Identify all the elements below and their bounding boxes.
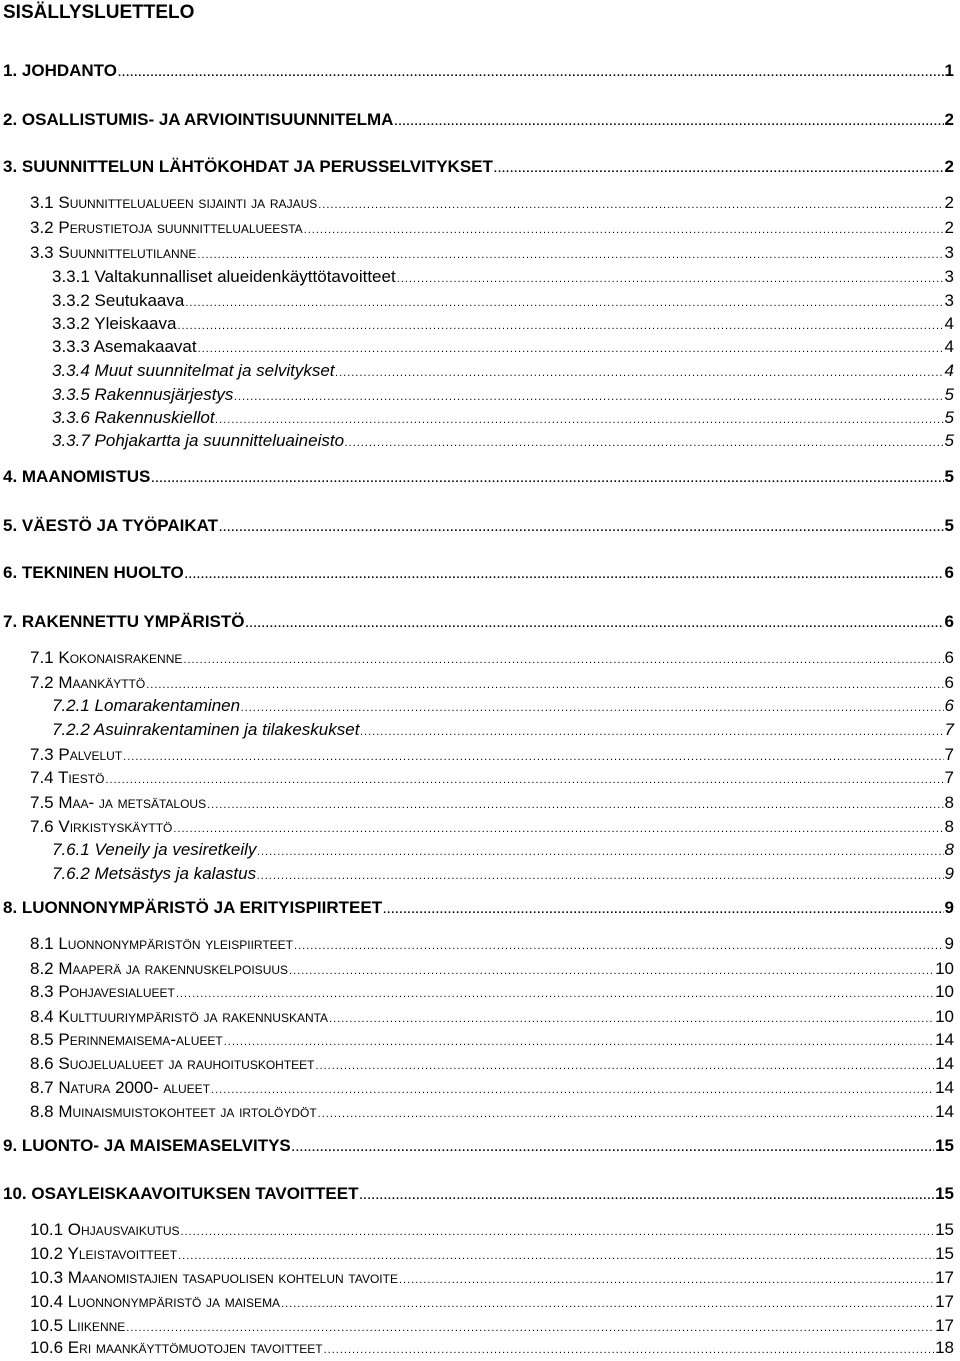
dot-leader — [316, 1061, 935, 1072]
toc-entry-title: 7.6 Virkistyskäyttö — [30, 817, 173, 836]
toc-entry-page-number: 17 — [935, 1316, 954, 1335]
toc-entry-title: 7.6.1 Veneily ja vesiretkeily — [52, 840, 257, 859]
dot-leader — [219, 523, 943, 534]
dot-leader — [185, 298, 943, 309]
toc-entry-page-number: 14 — [935, 1078, 954, 1097]
toc-entry[interactable] — [30, 1077, 954, 1099]
toc-entry-title: 10.5 Liikenne — [30, 1316, 126, 1335]
toc-entry[interactable] — [30, 816, 954, 838]
dot-leader — [197, 250, 943, 261]
toc-entry[interactable] — [52, 384, 954, 406]
toc-entry-page-number: 14 — [935, 1102, 954, 1121]
toc-entry-title: 7. RAKENNETTU YMPÄRISTÖ — [3, 612, 245, 631]
toc-entry[interactable] — [30, 792, 954, 814]
toc-entry[interactable] — [30, 1291, 954, 1313]
dot-leader — [360, 727, 943, 738]
toc-entry-page-number: 9 — [944, 864, 954, 883]
toc-entry[interactable] — [30, 1337, 954, 1359]
toc-entry[interactable] — [52, 407, 954, 429]
toc-entry[interactable] — [30, 1053, 954, 1075]
dot-leader — [383, 905, 943, 916]
toc-entry-page-number: 1 — [944, 61, 954, 80]
dot-leader — [246, 619, 944, 630]
dot-leader — [183, 655, 943, 666]
dot-leader — [216, 415, 944, 426]
dot-leader — [241, 703, 943, 714]
toc-entry-page-number: 4 — [944, 337, 954, 356]
dot-leader — [345, 438, 944, 449]
toc-entry-title: 8.4 Kulttuuriympäristö ja rakennuskanta — [30, 1007, 329, 1026]
toc-entry-title: 7.6.2 Metsästys ja kalastus — [52, 864, 257, 883]
toc-entry-title: 7.2.2 Asuinrakentaminen ja tilakeskukset — [52, 720, 360, 739]
dot-leader — [289, 966, 934, 977]
toc-entry[interactable] — [30, 767, 954, 789]
toc-entry-title: 3.3.2 Yleiskaava — [52, 314, 177, 333]
toc-entry-title: 8.3 Pohjavesialueet — [30, 982, 175, 1001]
toc-entry-title: 3.3.4 Muut suunnitelmat ja selvitykset — [52, 361, 335, 380]
toc-entry-title: 3.3.6 Rakennuskiellot — [52, 408, 215, 427]
toc-entry[interactable] — [30, 1029, 954, 1051]
toc-entry-page-number: 14 — [935, 1030, 954, 1049]
toc-entry-page-number: 7 — [944, 720, 954, 739]
toc-entry-page-number: 2 — [944, 193, 954, 212]
toc-entry-title: 8.5 Perinnemaisema-alueet — [30, 1030, 223, 1049]
toc-entry-page-number: 5 — [944, 408, 954, 427]
dot-leader — [397, 274, 944, 285]
toc-entry[interactable] — [52, 719, 954, 741]
toc-entry[interactable] — [3, 156, 954, 178]
toc-entry-page-number: 2 — [944, 218, 954, 237]
dot-leader — [211, 1085, 934, 1096]
toc-entry-title: 3.2 Perustietoja suunnittelualueesta — [30, 218, 303, 237]
toc-entry-page-number: 9 — [944, 898, 954, 917]
toc-entry[interactable] — [30, 744, 954, 766]
toc-entry-page-number: 7 — [944, 768, 954, 787]
toc-entry-page-number: 15 — [935, 1220, 954, 1239]
toc-entry-page-number: 15 — [935, 1244, 954, 1263]
toc-entry[interactable] — [52, 313, 954, 335]
dot-leader — [185, 570, 944, 581]
toc-entry-title: 7.4 Tiestö — [30, 768, 105, 787]
toc-entry-title: 7.2.1 Lomarakentaminen — [52, 696, 241, 715]
toc-entry[interactable] — [3, 562, 954, 584]
toc-entry-page-number: 17 — [935, 1292, 954, 1311]
toc-entry-page-number: 10 — [935, 1007, 954, 1026]
dot-leader — [292, 1143, 934, 1154]
toc-entry[interactable] — [3, 60, 954, 82]
dot-leader — [304, 225, 944, 236]
toc-entry-title: 8.8 Muinaismuistokohteet ja irtolöydöt — [30, 1102, 317, 1121]
toc-entry-title: 5. VÄESTÖ JA TYÖPAIKAT — [3, 516, 219, 535]
toc-entry[interactable] — [52, 695, 954, 717]
dot-leader — [198, 344, 944, 355]
toc-entry-title: 2. OSALLISTUMIS- JA ARVIOINTISUUNNITELMA — [3, 110, 394, 129]
dot-leader — [176, 989, 934, 1000]
dot-leader — [224, 1037, 934, 1048]
toc-entry-title: 3.3.3 Asemakaavat — [52, 337, 197, 356]
dot-leader — [329, 1014, 934, 1025]
toc-entry-title: 3.3 Suunnittelutilanne — [30, 243, 197, 262]
dot-leader — [146, 680, 943, 691]
dot-leader — [294, 941, 944, 952]
page-title: SISÄLLYSLUETTELO — [3, 2, 195, 23]
toc-entry[interactable] — [3, 1183, 954, 1205]
toc-entry-title: 3.3.1 Valtakunnalliset alueidenkäyttötavoitteet — [52, 267, 396, 286]
toc-entry[interactable] — [30, 1267, 954, 1289]
toc-entry[interactable] — [52, 839, 954, 861]
toc-entry[interactable] — [3, 1135, 954, 1157]
toc-entry-title: 3.1 Suunnittelualueen sijainti ja rajaus — [30, 193, 318, 212]
toc-entry-title: 7.3 Palvelut — [30, 745, 123, 764]
toc-entry-page-number: 8 — [944, 840, 954, 859]
toc-entry-title: 6. TEKNINEN HUOLTO — [3, 563, 184, 582]
toc-entry-page-number: 3 — [944, 267, 954, 286]
toc-entry-title: 3.3.2 Seutukaava — [52, 291, 185, 310]
toc-entry-page-number: 15 — [935, 1184, 954, 1203]
dot-leader — [178, 1251, 934, 1262]
toc-entry[interactable] — [30, 1243, 954, 1265]
toc-entry-page-number: 5 — [944, 431, 954, 450]
toc-entry-title: 10.1 Ohjausvaikutus — [30, 1220, 180, 1239]
dot-leader — [359, 1191, 934, 1202]
toc-entry-page-number: 5 — [944, 516, 954, 535]
toc-entry[interactable] — [30, 1219, 954, 1241]
toc-entry[interactable] — [3, 109, 954, 131]
toc-entry-title: 3. SUUNNITTELUN LÄHTÖKOHDAT JA PERUSSELVITYKSET — [3, 157, 493, 176]
toc-entry[interactable] — [52, 863, 954, 885]
toc-entry-title: 7.5 Maa- ja metsätalous — [30, 793, 207, 812]
toc-entry-title: 8.7 Natura 2000- alueet — [30, 1078, 211, 1097]
toc-entry[interactable] — [30, 933, 954, 955]
toc-entry[interactable] — [30, 217, 954, 239]
toc-entry[interactable] — [3, 466, 954, 488]
dot-leader — [118, 68, 944, 79]
toc-entry[interactable] — [52, 360, 954, 382]
dot-leader — [173, 824, 943, 835]
toc-entry[interactable] — [52, 266, 954, 288]
toc-entry-title: 10.3 Maanomistajien tasapuolisen kohtelun tavoite — [30, 1268, 398, 1287]
toc-entry[interactable] — [30, 647, 954, 669]
toc-entry-page-number: 3 — [944, 291, 954, 310]
toc-entry-title: 8.2 Maaperä ja rakennuskelpoisuus — [30, 959, 289, 978]
toc-entry[interactable] — [3, 897, 954, 919]
dot-leader — [126, 1323, 934, 1334]
toc-entry-page-number: 8 — [944, 817, 954, 836]
toc-entry-title: 8.1 Luonnonympäristön yleispiirteet — [30, 934, 294, 953]
toc-entry-page-number: 2 — [944, 157, 954, 176]
toc-entry-page-number: 7 — [944, 745, 954, 764]
toc-entry-title: 10. OSAYLEISKAAVOITUKSEN TAVOITTEET — [3, 1184, 359, 1203]
dot-leader — [318, 200, 943, 211]
toc-entry-title: 8. LUONNONYMPÄRISTÖ JA ERITYISPIIRTEET — [3, 898, 383, 917]
toc-entry-page-number: 9 — [944, 934, 954, 953]
dot-leader — [494, 164, 944, 175]
toc-entry-title: 3.3.5 Rakennusjärjestys — [52, 385, 234, 404]
toc-entry[interactable] — [30, 1006, 954, 1028]
toc-entry-page-number: 8 — [944, 793, 954, 812]
dot-leader — [257, 871, 943, 882]
toc-entry-page-number: 6 — [944, 612, 954, 631]
toc-entry[interactable] — [52, 290, 954, 312]
toc-entry-page-number: 5 — [944, 385, 954, 404]
toc-entry-page-number: 14 — [935, 1054, 954, 1073]
dot-leader — [399, 1275, 934, 1286]
toc-entry[interactable] — [3, 611, 954, 633]
toc-entry-page-number: 10 — [935, 959, 954, 978]
dot-leader — [336, 368, 944, 379]
toc-entry[interactable] — [30, 1101, 954, 1123]
toc-entry[interactable] — [52, 336, 954, 358]
toc-entry-page-number: 3 — [944, 243, 954, 262]
toc-entry-title: 10.6 Eri maankäyttömuotojen tavoitteet — [30, 1338, 323, 1357]
toc-entry[interactable] — [30, 672, 954, 694]
toc-entry-title: 7.2 Maankäyttö — [30, 673, 146, 692]
dot-leader — [324, 1345, 934, 1356]
dot-leader — [151, 474, 943, 485]
toc-entry-page-number: 18 — [935, 1338, 954, 1357]
dot-leader — [123, 752, 943, 763]
toc-entry-title: 10.4 Luonnonympäristö ja maisema — [30, 1292, 281, 1311]
toc-entry-title: 9. LUONTO- JA MAISEMASELVITYS — [3, 1136, 291, 1155]
toc-entry[interactable] — [30, 958, 954, 980]
dot-leader — [181, 1227, 935, 1238]
dot-leader — [318, 1109, 934, 1120]
toc-entry-title: 10.2 Yleistavoitteet — [30, 1244, 178, 1263]
dot-leader — [394, 117, 943, 128]
toc-entry[interactable] — [52, 430, 954, 452]
toc-entry-page-number: 6 — [944, 696, 954, 715]
toc-entry-page-number: 15 — [935, 1136, 954, 1155]
toc-entry-page-number: 4 — [944, 314, 954, 333]
dot-leader — [207, 800, 943, 811]
toc-entry[interactable] — [30, 981, 954, 1003]
dot-leader — [234, 392, 943, 403]
toc-entry-page-number: 2 — [944, 110, 954, 129]
toc-entry-title: 3.3.7 Pohjakartta ja suunnitteluaineisto — [52, 431, 345, 450]
toc-entry[interactable] — [30, 192, 954, 214]
toc-entry-page-number: 10 — [935, 982, 954, 1001]
toc-entry-page-number: 4 — [944, 361, 954, 380]
toc-entry[interactable] — [30, 1315, 954, 1337]
toc-entry-page-number: 6 — [944, 563, 954, 582]
toc-entry-title: 4. MAANOMISTUS — [3, 467, 151, 486]
toc-entry-title: 7.1 Kokonaisrakenne — [30, 648, 183, 667]
toc-entry-page-number: 6 — [944, 648, 954, 667]
toc-entry-title: 1. JOHDANTO — [3, 61, 117, 80]
toc-entry-title: 8.6 Suojelualueet ja rauhoituskohteet — [30, 1054, 315, 1073]
dot-leader — [105, 775, 943, 786]
toc-entry[interactable] — [30, 242, 954, 264]
dot-leader — [257, 847, 943, 858]
dot-leader — [281, 1299, 934, 1310]
toc-entry[interactable] — [3, 515, 954, 537]
toc-entry-page-number: 5 — [944, 467, 954, 486]
toc-entry-page-number: 17 — [935, 1268, 954, 1287]
dot-leader — [177, 321, 943, 332]
toc-entry-page-number: 6 — [944, 673, 954, 692]
